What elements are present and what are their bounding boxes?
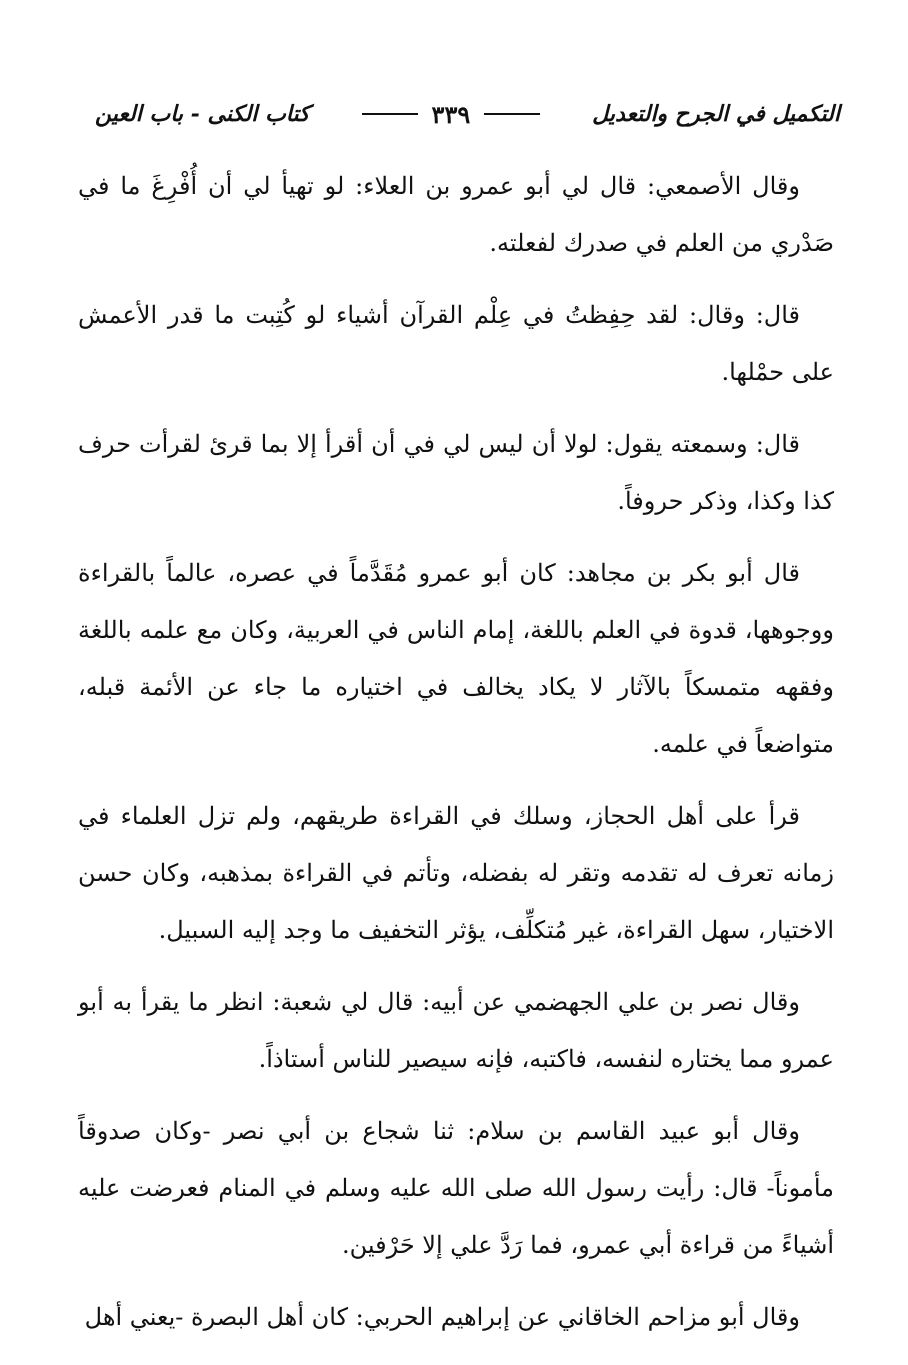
chapter-title: كتاب الكنى - باب العين — [95, 101, 310, 127]
page-number-group — [362, 100, 541, 129]
paragraph-7: وقال أبو عبيد القاسم بن سلام: ثنا شجاع بن أبي نصر -وكان صدوقاً مأموناً- قال: رأيت رسول الله صلى الله عليه وسلم في المنام فعرضت عليه أشياءً من قراءة أبي عمرو، فما رَدَّ علي إلا حَرْفين. — [78, 1117, 834, 1259]
header-rule-right — [362, 113, 418, 115]
paragraph-5: قرأ على أهل الحجاز، وسلك في القراءة طريقهم، ولم تزل العلماء في زمانه تعرف له تقدمه وتقر له بفضله، وتأتم في القراءة بمذهبه، وكان حسن الاختيار، سهل القراءة، غير مُتكلِّف، يؤثر التخفيف ما وجد إليه السبيل. — [78, 802, 834, 944]
page-number: ٣٣٩ — [431, 99, 471, 129]
paragraph-2: قال: وقال: لقد حِفِظتُ في عِلْم القرآن أشياء لو كُتِبت ما قدر الأعمش على حمْلها. — [78, 301, 834, 386]
header-rule-left — [484, 113, 540, 115]
paragraph-6: وقال نصر بن علي الجهضمي عن أبيه: قال لي شعبة: انظر ما يقرأ به أبو عمرو مما يختاره لنفسه، فاكتبه، فإنه سيصير للناس أستاذاً. — [78, 988, 834, 1073]
book-title: التكميل في الجرح والتعديل — [592, 101, 840, 127]
running-header — [95, 92, 840, 136]
paragraph-3: قال: وسمعته يقول: لولا أن ليس لي في أن أقرأ إلا بما قرئ لقرأت حرف كذا وكذا، وذكر حروفاً. — [78, 430, 834, 515]
paragraph-1: وقال الأصمعي: قال لي أبو عمرو بن العلاء: لو تهيأ لي أن أُفْرِغَ ما في صَدْري من العلم في صدرك لفعلته. — [78, 172, 834, 257]
paragraph-8: وقال أبو مزاحم الخاقاني عن إبراهيم الحربي: كان أهل البصرة -يعني أهل — [84, 1303, 800, 1331]
body-text — [78, 158, 834, 1361]
paragraph-4: قال أبو بكر بن مجاهد: كان أبو عمرو مُقَدَّماً في عصره، عالماً بالقراءة ووجوهها، قدوة في العلم باللغة، إمام الناس في العربية، وكان مع علمه باللغة وفقهه متمسكاً بالآثار لا يكاد يخالف في اختياره ما جاء عن الأئمة قبله، متواضعاً في علمه. — [78, 559, 834, 758]
